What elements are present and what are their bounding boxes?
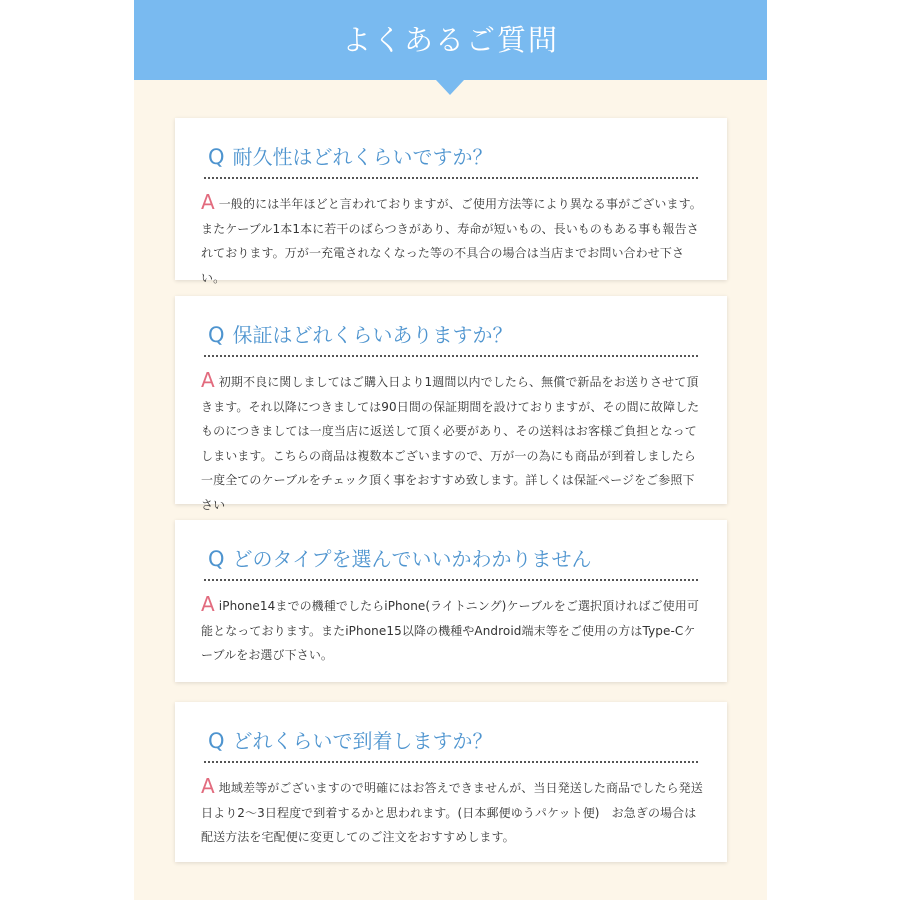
dotted-divider [204, 355, 698, 357]
faq-answer [201, 190, 706, 290]
faq-item-durability [175, 118, 727, 285]
faq-question [208, 142, 708, 172]
faq-question-text: 保証はどれくらいありますか？ [232, 323, 513, 347]
faq-answer [201, 368, 706, 517]
faq-answer [201, 592, 706, 668]
faq-answer-text: 初期不良に関しましてはご購入日より1週間以内でしたら、無償で新品をお送りさせて頂きます。それ以降につきましては90日間の保証期間を設けておりますが、その間に故障したものにつきましては一度当店に返送して頂く必要があり、その送料はお客様ご負担となってしまいます。こちらの商品は複数本ございますので、万が一の為にも商品が到着しましたら一度全てのケーブルをチェック頂く事をおすすめ致します。詳しくは保証ページをご参照下さい [201, 375, 700, 512]
faq-answer-text: iPhone14までの機種でしたらiPhone(ライトニング)ケーブルをご選択頂ければご使用可能となっております。またiPhone15以降の機種やAndroid端末等をご使用の方はType-Cケーブルをお選び下さい。 [201, 599, 699, 662]
faq-question [208, 320, 708, 350]
page-title: よくあるご質問 [341, 23, 559, 57]
faq-question-text: どれくらいで到着しますか？ [232, 729, 493, 753]
faq-question [208, 544, 708, 574]
dotted-divider [204, 761, 698, 763]
question-mark-icon: Q [208, 145, 225, 169]
faq-header [134, 0, 767, 80]
dotted-divider [204, 579, 698, 581]
faq-answer [201, 774, 706, 850]
dotted-divider [204, 177, 698, 179]
answer-mark-icon: A [201, 190, 215, 214]
faq-item-delivery [175, 702, 727, 862]
question-mark-icon: Q [208, 323, 225, 347]
faq-answer-text: 地域差等がございますので明確にはお答えできませんが、当日発送した商品でしたら発送日より2～3日程度で到着するかと思われます。(日本郵便ゆうパケット便) お急ぎの場合は配送方法を宅配便に変更してのご注文をおすすめします。 [201, 781, 703, 844]
faq-item-type [175, 520, 727, 682]
answer-mark-icon: A [201, 774, 215, 798]
question-mark-icon: Q [208, 729, 225, 753]
answer-mark-icon: A [201, 592, 215, 616]
faq-question-text: どのタイプを選んでいいかわかりません [232, 547, 592, 571]
faq-panel [134, 0, 767, 900]
faq-answer-text: 一般的には半年ほどと言われておりますが、ご使用方法等により異なる事がございます。またケーブル1本1本に若干のばらつきがあり、寿命が短いもの、長いものもある事も報告されております。万が一充電されなくなった等の不具合の場合は当店までお問い合わせ下さい。 [201, 197, 702, 285]
header-arrow-icon [436, 80, 464, 95]
answer-mark-icon: A [201, 368, 215, 392]
faq-question [208, 726, 708, 756]
faq-question-text: 耐久性はどれくらいですか？ [232, 145, 493, 169]
question-mark-icon: Q [208, 547, 225, 571]
faq-item-warranty [175, 296, 727, 512]
